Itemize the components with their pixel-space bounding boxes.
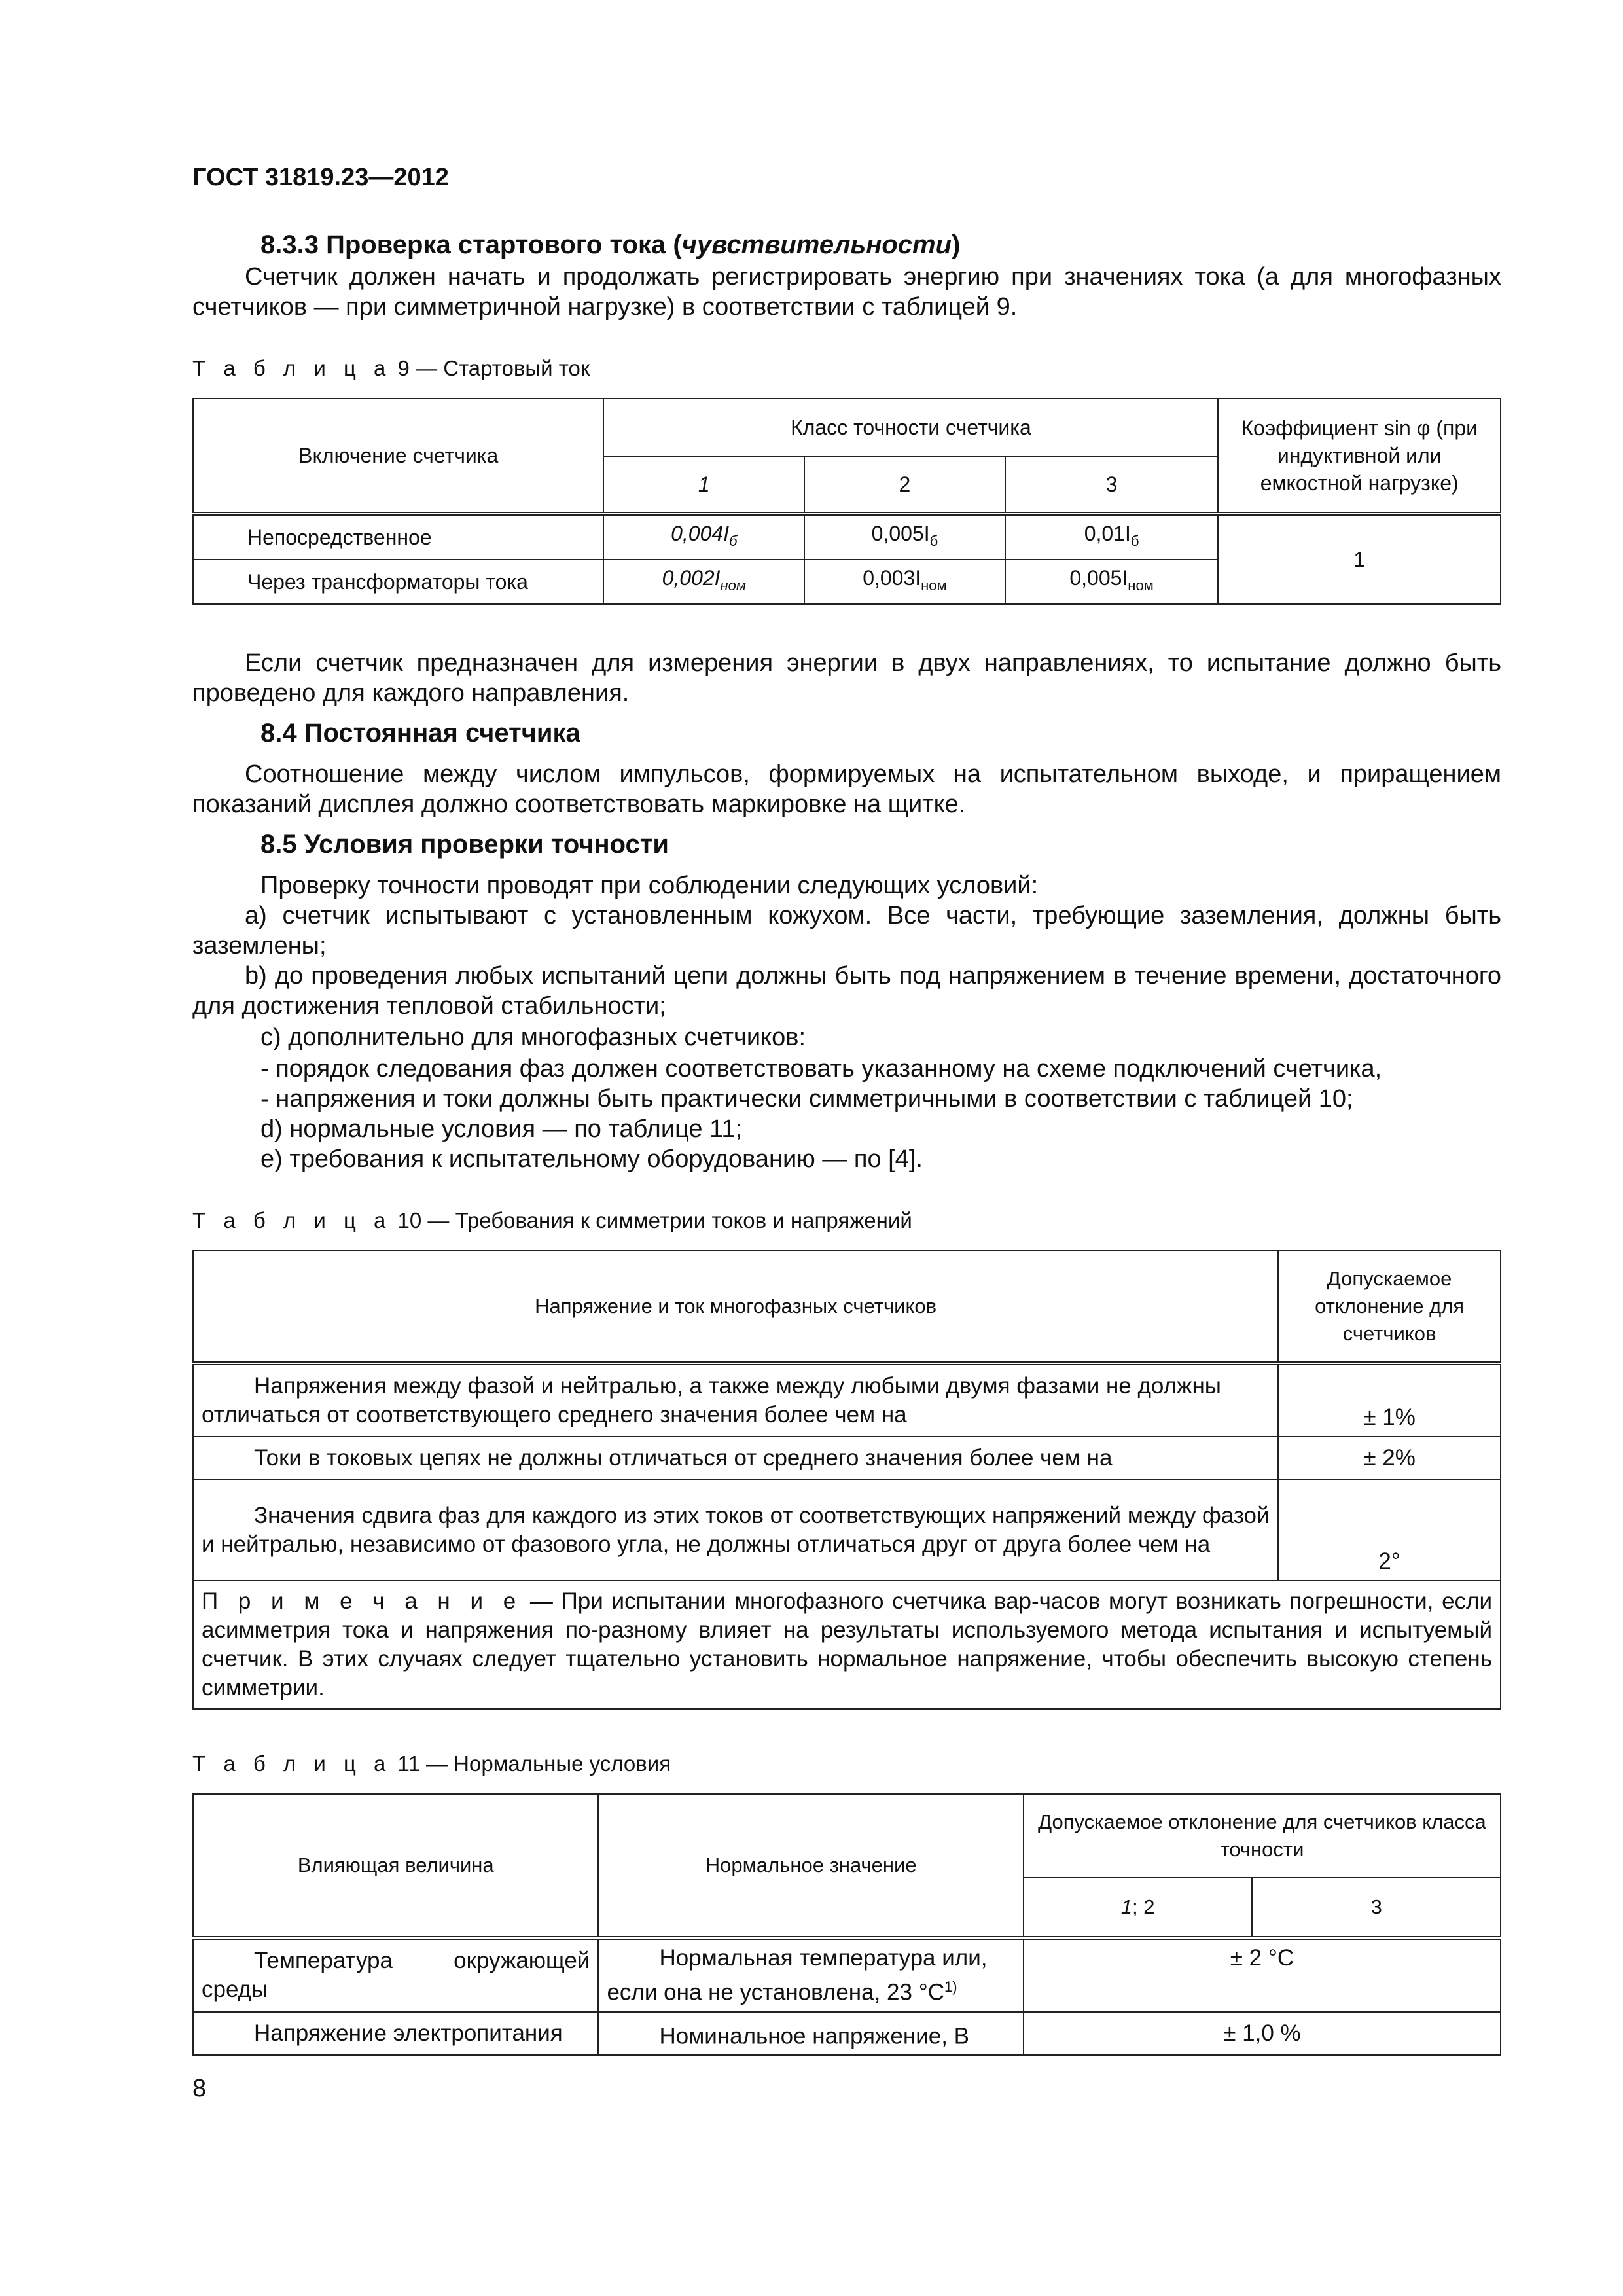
table11-header-b: Нормальное значение bbox=[598, 1794, 1023, 1938]
table9-class-3: 3 bbox=[1005, 456, 1219, 514]
section-8-5-intro: Проверку точности проводят при соблюдении следующих условий: bbox=[260, 872, 1039, 899]
table11-row-b: Номинальное напряжение, В bbox=[598, 2012, 1023, 2056]
table10-caption-prefix: Т а б л и ц а bbox=[192, 1208, 392, 1232]
table9-header-coef: Коэффициент sin φ (при индуктивной или емкостной нагрузке) bbox=[1218, 399, 1501, 514]
table9-cell: $0,002I_{ном}$ bbox=[603, 560, 804, 604]
table10-row-value: ± 2% bbox=[1278, 1437, 1501, 1480]
table10-row-text: Значения сдвига фаз для каждого из этих токов от соответствующих напряжений между фазой и нейтралью, независимо от фазового угла, не должны отличаться друг от друга более чем на bbox=[193, 1480, 1278, 1581]
table11-row-a: Напряжение электропитания bbox=[193, 2012, 598, 2056]
table9-caption-prefix: Т а б л и ц а bbox=[192, 356, 392, 380]
table11-row-c: ± 1,0 % bbox=[1024, 2012, 1501, 2056]
section-title-part: ) bbox=[952, 230, 961, 259]
table10-header-b: Допускаемое отклонение для счетчиков bbox=[1278, 1251, 1501, 1363]
list-item-c: c) дополнительно для многофазных счетчиков: bbox=[260, 1024, 806, 1051]
section-8-3-3-title bbox=[260, 230, 960, 260]
table11-caption bbox=[192, 1751, 671, 1776]
table11-header-a: Влияющая величина bbox=[193, 1794, 598, 1938]
table9-cell: $0,003I_{ном}$ bbox=[804, 560, 1005, 604]
list-item-a: a) счетчик испытывают с установленным кожухом. Все части, требующие заземления, должны быть заземлены; bbox=[192, 902, 1501, 960]
table-9 bbox=[192, 398, 1501, 605]
table11-header-c: Допускаемое отклонение для счетчиков класса точности bbox=[1024, 1794, 1501, 1878]
table11-class-12: 1; 2 bbox=[1024, 1878, 1253, 1938]
section-8-4-text: Соотношение между числом импульсов, формируемых на испытательном выходе, и приращением показаний дисплея должно соответствовать маркировке на щитке. bbox=[192, 761, 1501, 818]
table10-header-a: Напряжение и ток многофазных счетчиков bbox=[193, 1251, 1278, 1363]
table10-caption-title: 10 — Требования к симметрии токов и напряжений bbox=[397, 1208, 912, 1232]
after-table9-text: Если счетчик предназначен для измерения энергии в двух направлениях, то испытание должно быть проведено для каждого направления. bbox=[192, 649, 1501, 707]
table11-caption-title: 11 — Нормальные условия bbox=[397, 1751, 671, 1776]
list-item-c1: - порядок следования фаз должен соответствовать указанному на схеме подключений счетчика, bbox=[260, 1055, 1382, 1083]
table9-header-class: Класс точности счетчика bbox=[603, 399, 1218, 456]
table9-class-1: 1 bbox=[698, 473, 710, 496]
table10-row-value: 2° bbox=[1278, 1480, 1501, 1581]
table9-header-inclusion: Включение счетчика bbox=[193, 399, 603, 514]
table11-row-a: Температура окружающей среды bbox=[193, 1938, 598, 2012]
page-number: 8 bbox=[192, 2075, 207, 2102]
table9-cell: $0,01I_б$ bbox=[1005, 514, 1219, 560]
table10-note-text: — При испытании многофазного счетчика вар-часов могут возникать погрешности, если асимметрия тока и напряжения по-разному влияет на результаты используемого метода испытания и испытуемый счетчик. В этих случаях следует тщательно установить нормальное напряжение, чтобы обеспечить высокую степень симметрии. bbox=[202, 1588, 1493, 1700]
list-item-d: d) нормальные условия — по таблице 11; bbox=[260, 1115, 743, 1143]
table9-caption bbox=[192, 356, 590, 381]
table10-caption bbox=[192, 1208, 912, 1233]
table11-row-c: ± 2 °С bbox=[1024, 1938, 1501, 2012]
list-item-e: e) требования к испытательному оборудованию — по [4]. bbox=[260, 1145, 923, 1173]
table9-class-2: 2 bbox=[804, 456, 1005, 514]
section-title-italic: чувствительности bbox=[681, 230, 952, 259]
list-item-c2: - напряжения и токи должны быть практически симметричными в соответствии с таблицей 10; bbox=[260, 1085, 1353, 1113]
table-10 bbox=[192, 1250, 1501, 1710]
section-8-5-title: 8.5 Условия проверки точности bbox=[260, 830, 669, 859]
table9-cell: $0,005I_б$ bbox=[804, 514, 1005, 560]
table10-note-prefix: П р и м е ч а н и е bbox=[202, 1588, 522, 1614]
table10-note bbox=[193, 1581, 1501, 1709]
document-header: ГОСТ 31819.23—2012 bbox=[192, 164, 449, 191]
table10-row-text: Токи в токовых цепях не должны отличаться от среднего значения более чем на bbox=[193, 1437, 1278, 1480]
table10-row-text: Напряжения между фазой и нейтралью, а также между любыми двумя фазами не должны отличаться от соответствующего среднего значения более чем на bbox=[193, 1363, 1278, 1437]
table9-caption-title: 9 — Стартовый ток bbox=[397, 356, 590, 380]
table11-class-3: 3 bbox=[1252, 1878, 1501, 1938]
section-title-part: 8.3.3 Проверка стартового тока ( bbox=[260, 230, 682, 259]
table-11 bbox=[192, 1793, 1501, 2056]
list-item-b: b) до проведения любых испытаний цепи должны быть под напряжением в течение времени, достаточного для достижения тепловой стабильности; bbox=[192, 962, 1501, 1020]
section-8-4-title: 8.4 Постоянная счетчика bbox=[260, 719, 580, 747]
table9-coef-value: 1 bbox=[1218, 514, 1501, 604]
table9-cell: $0,005I_{ном}$ bbox=[1005, 560, 1219, 604]
table9-row-label: Непосредственное bbox=[193, 514, 603, 560]
table11-caption-prefix: Т а б л и ц а bbox=[192, 1751, 392, 1776]
table11-row-b: Нормальная температура или, если она не установлена, 23 $^\circ C^{1)}$ bbox=[598, 1938, 1023, 2012]
table9-row-label: Через трансформаторы тока bbox=[193, 560, 603, 604]
table9-cell: $0,004I_б$ bbox=[603, 514, 804, 560]
section-8-3-3-text: Счетчик должен начать и продолжать регистрировать энергию при значениях тока (а для многофазных счетчиков — при симметричной нагрузке) в соответствии с таблицей 9. bbox=[192, 263, 1501, 321]
table10-row-value: ± 1% bbox=[1278, 1363, 1501, 1437]
